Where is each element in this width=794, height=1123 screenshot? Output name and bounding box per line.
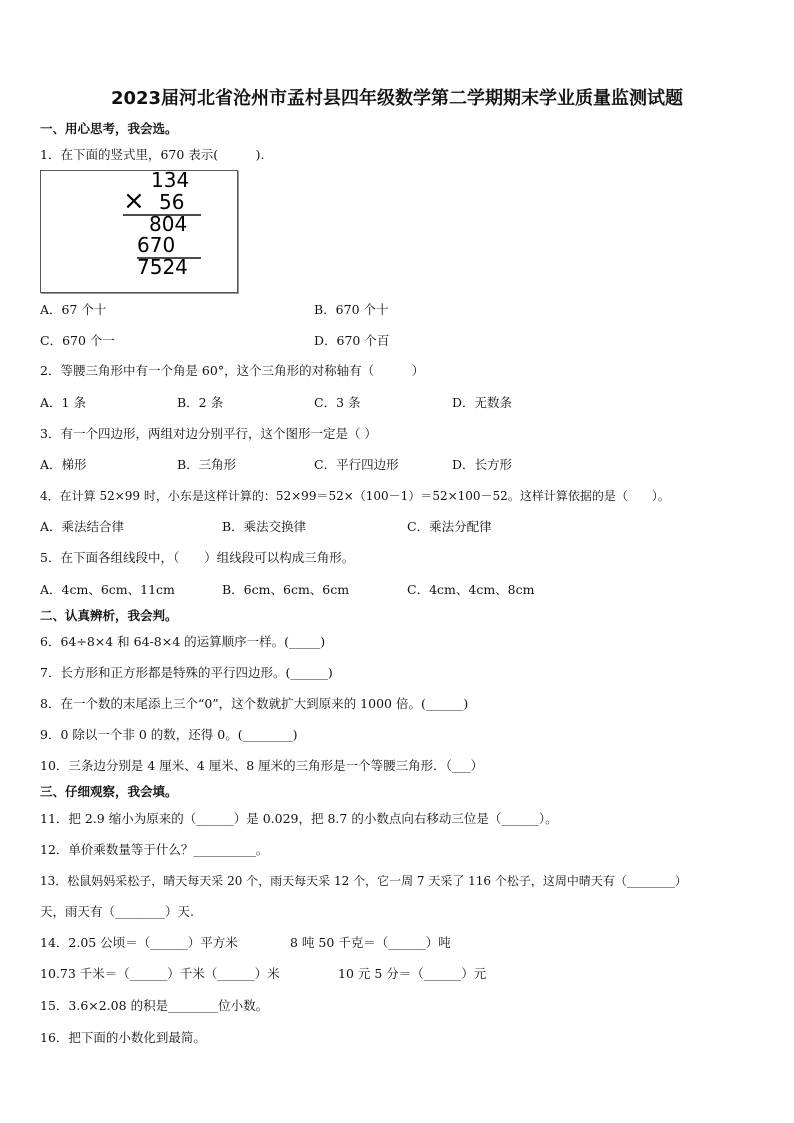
q1-option-c: C．670 个一 xyxy=(40,333,115,348)
section-2-heading: 二、认真辨析，我会判。 xyxy=(40,608,178,623)
question-4: 4．在计算 52×99 时，小东是这样计算的：52×99＝52×（100－1）＝52×100－52。这样计算依据的是（ ）。 xyxy=(40,489,670,503)
question-15: 15．3.6×2.08 的积是________位小数。 xyxy=(40,998,269,1013)
question-7: 7．长方形和正方形都是特殊的平行四边形。(______) xyxy=(40,665,333,680)
question-14-part-2: 8 吨 50 千克＝（______）吨 xyxy=(290,935,451,950)
question-14-part-3: 10.73 千米＝（______）千米（______）米 xyxy=(40,966,280,981)
q2-option-b: B．2 条 xyxy=(177,395,224,410)
q1-option-a: A．67 个十 xyxy=(40,302,107,317)
q3-option-a: A．梯形 xyxy=(40,457,87,472)
q1-option-b: B．670 个十 xyxy=(314,302,389,317)
question-5: 5．在下面各组线段中，（ ）组线段可以构成三角形。 xyxy=(40,550,355,565)
question-13-line-1: 13．松鼠妈妈采松子，晴天每天采 20 个，雨天每天采 12 个，它一周 7 天采了 116 个松子，这周中晴天有（________） xyxy=(40,874,687,888)
multiplicand: 134 xyxy=(151,171,190,192)
q2-option-c: C．3 条 xyxy=(314,395,361,410)
q5-option-a: A．4cm、6cm、11cm xyxy=(40,582,175,597)
page-title: 2023届河北省沧州市孟村县四年级数学第二学期期末学业质量监测试题 xyxy=(110,88,684,109)
q5-option-b: B．6cm、6cm、6cm xyxy=(222,582,350,597)
question-1: 1．在下面的竖式里，670 表示( ). xyxy=(40,147,265,162)
q4-option-a: A．乘法结合律 xyxy=(40,519,125,534)
question-10: 10．三条边分别是 4 厘米、4 厘米、8 厘米的三角形是一个等腰三角形．（___） xyxy=(40,758,484,773)
multiply-sign: × xyxy=(123,186,145,216)
q1-option-d: D．670 个百 xyxy=(314,333,390,348)
multiplier: 56 xyxy=(159,190,185,214)
q3-option-d: D．长方形 xyxy=(452,457,513,472)
vertical-multiplication-figure xyxy=(40,170,238,293)
question-14-part-1: 14．2.05 公顷＝（______）平方米 xyxy=(40,935,238,950)
question-6: 6．64÷8×4 和 64-8×4 的运算顺序一样。(_____) xyxy=(40,634,326,649)
question-2: 2．等腰三角形中有一个角是 60°，这个三角形的对称轴有（ ） xyxy=(40,363,425,378)
q3-option-b: B．三角形 xyxy=(177,457,237,472)
question-13-line-2: 天，雨天有（________）天. xyxy=(40,904,194,919)
question-14-part-4: 10 元 5 分＝（______）元 xyxy=(338,966,487,981)
question-12: 12．单价乘数量等于什么？__________。 xyxy=(40,842,269,857)
total-product: 7524 xyxy=(137,255,188,279)
q4-option-b: B．乘法交换律 xyxy=(222,519,307,534)
q2-option-a: A．1 条 xyxy=(40,395,86,410)
question-9: 9．0 除以一个非 0 的数，还得 0。(________) xyxy=(40,727,298,742)
question-3: 3．有一个四边形，两组对边分别平行，这个图形一定是（ ） xyxy=(40,426,377,441)
section-1-heading: 一、用心思考，我会选。 xyxy=(40,121,178,136)
question-11: 11．把 2.9 缩小为原来的（______）是 0.029，把 8.7 的小数点向右移动三位是（______）。 xyxy=(40,811,558,826)
q5-option-c: C．4cm、4cm、8cm xyxy=(407,582,535,597)
partial-product-1: 804 xyxy=(149,212,188,236)
q3-option-c: C．平行四边形 xyxy=(314,457,399,472)
q2-option-d: D．无数条 xyxy=(452,395,513,410)
partial-product-2: 670 xyxy=(137,233,176,257)
section-3-heading: 三、仔细观察，我会填。 xyxy=(40,784,178,799)
question-16: 16．把下面的小数化到最简。 xyxy=(40,1030,206,1045)
q4-option-c: C．乘法分配律 xyxy=(407,519,492,534)
question-8: 8．在一个数的末尾添上三个“0”，这个数就扩大到原来的 1000 倍。(______) xyxy=(40,696,469,711)
